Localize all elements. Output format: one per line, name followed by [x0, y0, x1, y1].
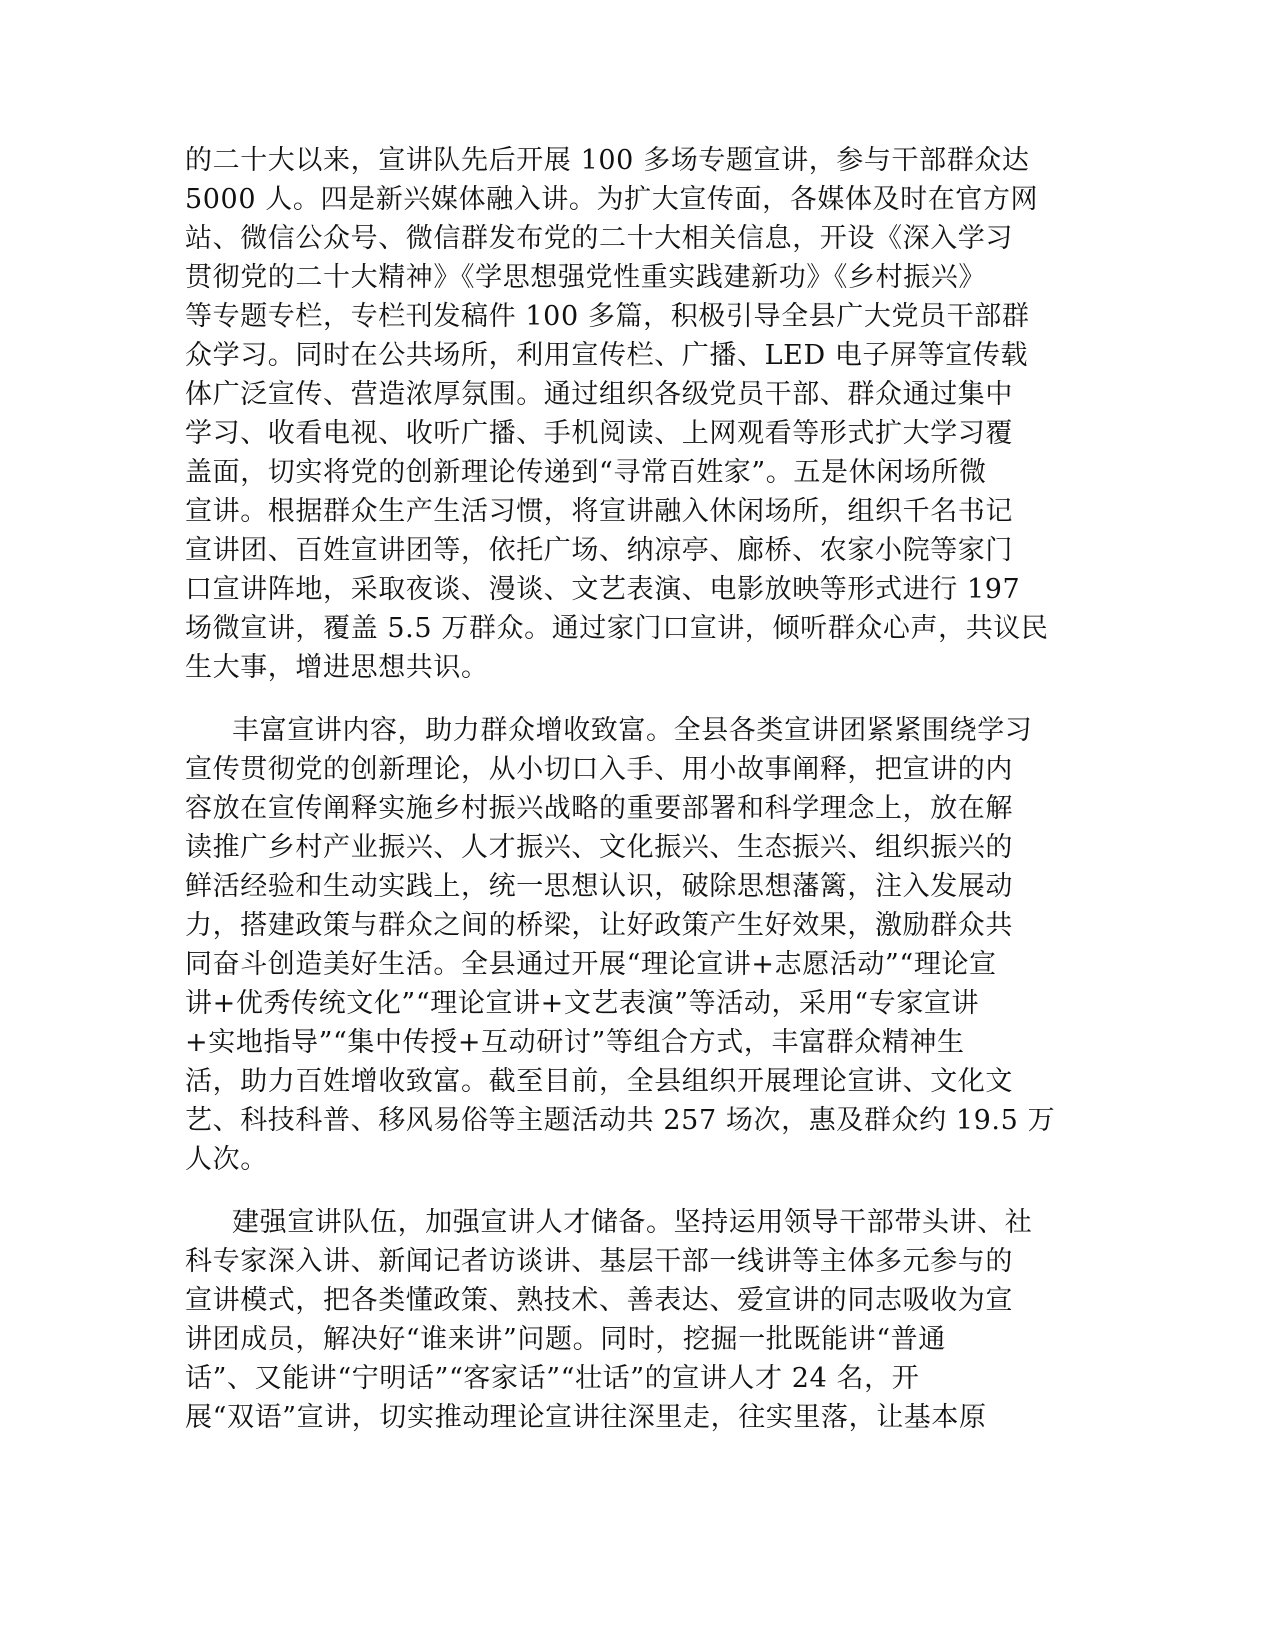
text-line: 的二十大以来，宣讲队先后开展 100 多场专题宣讲，参与干部群众达 — [185, 145, 1030, 176]
text-line: 5000 人。四是新兴媒体融入讲。为扩大宣传面，各媒体及时在官方网 — [185, 184, 1039, 215]
text-line: 力，搭建政策与群众之间的桥梁，让好政策产生好效果，激励群众共 — [185, 910, 1013, 941]
text-line: 宣讲团、百姓宣讲团等，依托广场、纳凉亭、廊桥、农家小院等家门 — [185, 535, 1013, 566]
text-line: 建强宣讲队伍，加强宣讲人才储备。坚持运用领导干部带头讲、社 — [232, 1207, 1033, 1238]
text-line: 生大事，增进思想共识。 — [185, 652, 489, 683]
text-line: 同奋斗创造美好生活。全县通过开展“理论宣讲+志愿活动”“理论宣 — [185, 949, 997, 980]
text-line: 宣讲模式，把各类懂政策、熟技术、善表达、爱宣讲的同志吸收为宣 — [185, 1285, 1013, 1316]
text-line: 学习、收看电视、收听广播、手机阅读、上网观看等形式扩大学习覆 — [185, 418, 1013, 449]
text-line: 丰富宣讲内容，助力群众增收致富。全县各类宣讲团紧紧围绕学习 — [232, 715, 1033, 746]
text-line: 场微宣讲，覆盖 5.5 万群众。通过家门口宣讲，倾听群众心声，共议民 — [185, 613, 1049, 644]
text-line: 等专题专栏，专栏刊发稿件 100 多篇，积极引导全县广大党员干部群 — [185, 301, 1030, 332]
text-line: 展“双语”宣讲，切实推动理论宣讲往深里走，往实里落，让基本原 — [185, 1402, 987, 1433]
text-line: 宣传贯彻党的创新理论，从小切口入手、用小故事阐释，把宣讲的内 — [185, 754, 1013, 785]
text-line: 众学习。同时在公共场所，利用宣传栏、广播、LED 电子屏等宣传载 — [185, 340, 1029, 371]
text-line: 讲团成员，解决好“谁来讲”问题。同时，挖掘一批既能讲“普通 — [185, 1324, 946, 1355]
text-line: 容放在宣传阐释实施乡村振兴战略的重要部署和科学理念上，放在解 — [185, 793, 1013, 824]
text-line: 体广泛宣传、营造浓厚氛围。通过组织各级党员干部、群众通过集中 — [185, 379, 1013, 410]
text-line: 鲜活经验和生动实践上，统一思想认识，破除思想藩篱，注入发展动 — [185, 871, 1013, 902]
text-line: 口宣讲阵地，采取夜谈、漫谈、文艺表演、电影放映等形式进行 197 — [185, 574, 1021, 605]
text-line: 活，助力百姓增收致富。截至目前，全县组织开展理论宣讲、文化文 — [185, 1066, 1013, 1097]
text-line: 站、微信公众号、微信群发布党的二十大相关信息，开设《深入学习 — [185, 223, 1013, 254]
text-line: 读推广乡村产业振兴、人才振兴、文化振兴、生态振兴、组织振兴的 — [185, 832, 1013, 863]
text-line: +实地指导”“集中传授+互动研讨”等组合方式，丰富群众精神生 — [185, 1027, 965, 1058]
text-line: 艺、科技科普、移风易俗等主题活动共 257 场次，惠及群众约 19.5 万 — [185, 1105, 1056, 1136]
text-line: 贯彻党的二十大精神》《学思想强党性重实践建新功》《乡村振兴》 — [185, 262, 986, 293]
text-line: 盖面，切实将党的创新理论传递到“寻常百姓家”。五是休闲场所微 — [185, 457, 987, 488]
text-line: 科专家深入讲、新闻记者访谈讲、基层干部一线讲等主体多元参与的 — [185, 1246, 1013, 1277]
text-line: 话”、又能讲“宁明话”“客家话”“壮话”的宣讲人才 24 名，开 — [185, 1363, 920, 1394]
text-line: 讲+优秀传统文化”“理论宣讲+文艺表演”等活动，采用“专家宣讲 — [185, 988, 980, 1019]
text-line: 宣讲。根据群众生产生活习惯，将宣讲融入休闲场所，组织千名书记 — [185, 496, 1013, 527]
text-line: 人次。 — [185, 1144, 268, 1175]
